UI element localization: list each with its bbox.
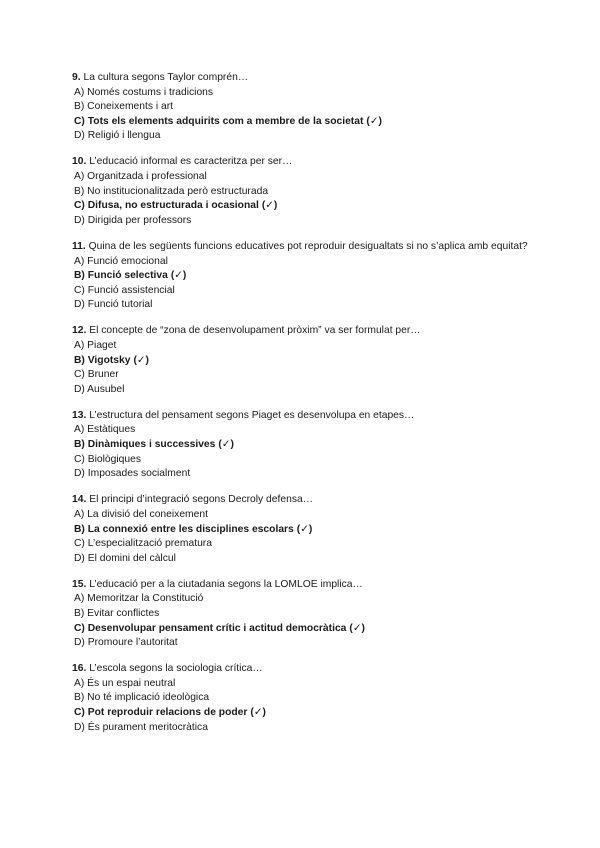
option-letter: A)	[74, 424, 85, 436]
option-text: És purament meritocràtica	[87, 721, 208, 733]
option-text: Estàtiques	[87, 424, 136, 436]
correct-check-mark: (✓)	[261, 200, 278, 212]
correct-option	[72, 115, 532, 130]
option-text: La divisió del coneixement	[87, 508, 208, 520]
option-item	[72, 467, 532, 482]
option-item	[72, 607, 532, 622]
question-text	[72, 409, 532, 424]
question-prompt: La cultura segons Taylor comprén…	[83, 72, 249, 83]
option-item	[72, 423, 532, 438]
option-item	[72, 170, 532, 185]
correct-check-mark: (✓)	[250, 707, 266, 719]
option-text: La connexió entre les disciplines escolars	[87, 523, 294, 535]
option-text: Bruner	[87, 369, 119, 381]
option-item	[72, 368, 532, 383]
question-text	[72, 662, 532, 677]
option-item	[72, 255, 532, 270]
correct-option	[72, 269, 532, 284]
question-number: 13.	[72, 409, 87, 421]
question-text	[72, 240, 532, 255]
option-item	[72, 537, 532, 552]
option-text: És un espai neutral	[87, 677, 176, 689]
option-text: Religió i llengua	[87, 130, 161, 142]
question-number: 9.	[72, 72, 81, 83]
option-text: Funció assistencial	[87, 284, 175, 296]
option-text: No institucionalitzada però estructurada	[87, 185, 269, 197]
question-prompt: L’escola segons la sociologia crítica…	[89, 663, 263, 675]
option-letter: D)	[74, 130, 85, 142]
correct-check-mark: (✓)	[349, 622, 365, 634]
option-text: Piaget	[87, 340, 117, 351]
option-text: Desenvolupar pensament crític i actitud democràtica	[87, 622, 347, 634]
option-text: Imposades socialment	[87, 468, 191, 480]
option-item	[72, 100, 532, 115]
option-letter: D)	[74, 214, 85, 226]
option-letter: C)	[74, 115, 85, 127]
option-letter: D)	[74, 552, 85, 564]
option-letter: C)	[74, 369, 85, 381]
question-number: 10.	[72, 156, 87, 168]
option-letter: C)	[74, 622, 85, 634]
option-item	[72, 552, 532, 567]
option-list	[72, 677, 532, 735]
correct-option	[72, 706, 532, 721]
option-item	[72, 214, 532, 229]
option-letter: D)	[74, 721, 85, 733]
option-letter: B)	[74, 439, 85, 451]
option-text: Dirigida per professors	[87, 214, 192, 226]
option-text: No té implicació ideològica	[87, 692, 210, 704]
question-list	[72, 71, 532, 747]
option-text: El domini del càlcul	[87, 552, 176, 564]
question-text	[72, 71, 532, 86]
question-block	[72, 71, 532, 144]
option-letter: A)	[74, 593, 85, 605]
option-item	[72, 721, 532, 736]
option-item	[72, 636, 532, 651]
option-letter: D)	[74, 299, 85, 311]
question-prompt: L’educació informal es caracteritza per ser…	[89, 156, 293, 168]
correct-option	[72, 438, 532, 453]
question-text	[72, 578, 532, 593]
option-text: Difusa, no estructurada i ocasional	[87, 200, 259, 212]
option-letter: B)	[74, 692, 85, 704]
option-letter: C)	[74, 284, 85, 296]
option-letter: C)	[74, 453, 85, 465]
option-text: Ausubel	[87, 383, 125, 395]
option-item	[72, 284, 532, 299]
option-item	[72, 339, 532, 354]
question-block	[72, 409, 532, 482]
option-item	[72, 86, 532, 101]
option-letter: B)	[74, 101, 85, 113]
option-list	[72, 170, 532, 228]
option-item	[72, 691, 532, 706]
correct-check-mark: (✓)	[170, 270, 187, 282]
option-letter: D)	[74, 468, 85, 480]
option-letter: C)	[74, 200, 85, 212]
option-letter: A)	[74, 171, 85, 183]
option-letter: A)	[74, 508, 85, 520]
option-text: Vigotsky	[87, 354, 131, 366]
option-text: Biològiques	[87, 453, 141, 465]
correct-option	[72, 199, 532, 214]
question-prompt: Quina de les següents funcions educatives pot reproduir desigualtats si no s’aplica amb equitat?	[88, 240, 528, 252]
correct-option	[72, 354, 532, 369]
question-block	[72, 662, 532, 735]
option-text: Promoure l’autoritat	[87, 637, 178, 649]
option-list	[72, 592, 532, 650]
question-number: 15.	[72, 578, 87, 590]
question-prompt: L’estructura del pensament segons Piaget es desenvolupa en etapes…	[89, 409, 415, 421]
option-letter: B)	[74, 270, 85, 282]
correct-check-mark: (✓)	[218, 439, 234, 451]
question-text	[72, 493, 532, 508]
question-number: 12.	[72, 325, 87, 337]
option-list	[72, 255, 532, 313]
option-letter: A)	[74, 340, 85, 351]
question-prompt: El concepte de “zona de desenvolupament pròxim” va ser formulat per…	[89, 325, 421, 337]
question-block	[72, 493, 532, 566]
option-item	[72, 592, 532, 607]
option-item	[72, 129, 532, 144]
option-letter: D)	[74, 383, 85, 395]
option-letter: C)	[74, 707, 85, 719]
option-letter: C)	[74, 538, 85, 550]
option-text: Memoritzar la Constitució	[87, 593, 204, 605]
option-item	[72, 298, 532, 313]
question-prompt: El principi d’integració segons Decroly defensa…	[89, 494, 313, 506]
correct-check-mark: (✓)	[133, 354, 149, 366]
option-letter: B)	[74, 185, 85, 197]
option-item	[72, 453, 532, 468]
option-letter: A)	[74, 677, 85, 689]
option-text: Organitzada i professional	[87, 171, 207, 183]
option-text: Funció selectiva	[87, 270, 168, 282]
option-letter: A)	[74, 86, 85, 98]
question-block	[72, 578, 532, 651]
option-letter: A)	[74, 255, 85, 267]
option-text: Funció emocional	[87, 255, 168, 267]
option-item	[72, 508, 532, 523]
option-text: Només costums i tradicions	[87, 86, 214, 98]
option-list	[72, 423, 532, 481]
option-letter: B)	[74, 523, 85, 535]
option-list	[72, 508, 532, 566]
question-prompt: L’educació per a la ciutadania segons la LOMLOE implica…	[89, 578, 363, 590]
option-text: Pot reproduir relacions de poder	[87, 707, 248, 719]
option-text: L’especialització prematura	[87, 538, 212, 550]
question-number: 14.	[72, 494, 87, 506]
option-letter: D)	[74, 637, 85, 649]
option-letter: B)	[74, 354, 85, 366]
option-item	[72, 677, 532, 692]
correct-check-mark: (✓)	[366, 115, 382, 127]
option-text: Evitar conflictes	[87, 608, 160, 619]
option-list	[72, 86, 532, 144]
option-text: Tots els elements adquirits com a membre de la societat	[87, 115, 364, 127]
correct-option	[72, 622, 532, 637]
option-item	[72, 383, 532, 398]
question-number: 16.	[72, 663, 87, 675]
correct-check-mark: (✓)	[296, 523, 313, 535]
question-text	[72, 324, 532, 339]
question-block	[72, 324, 532, 397]
option-text: Coneixements i art	[87, 101, 174, 113]
correct-option	[72, 523, 532, 538]
option-text: Funció tutorial	[87, 299, 153, 311]
question-text	[72, 155, 532, 170]
option-text: Dinàmiques i successives	[87, 439, 216, 451]
question-block	[72, 155, 532, 228]
option-item	[72, 185, 532, 200]
question-number: 11.	[72, 240, 86, 252]
option-letter: B)	[74, 608, 85, 619]
question-block	[72, 240, 532, 313]
option-list	[72, 339, 532, 397]
